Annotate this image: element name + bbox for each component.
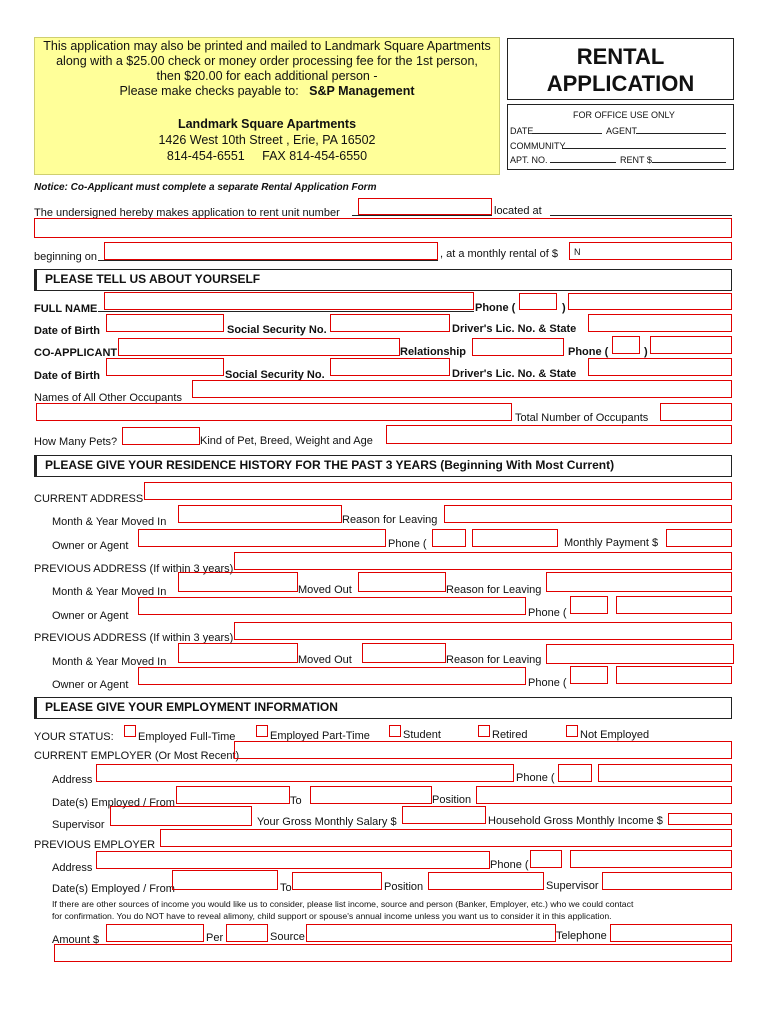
relationship-field[interactable] (472, 338, 564, 356)
telephone-label: Telephone (556, 930, 607, 942)
prev-reason-field[interactable] (546, 572, 732, 592)
prev-reason-label: Reason for Leaving (446, 584, 542, 596)
prev-moved-out-field[interactable] (358, 572, 446, 592)
employment-section-header: PLEASE GIVE YOUR EMPLOYMENT INFORMATION (34, 697, 732, 719)
ssn-field[interactable] (330, 314, 450, 332)
co-drivers-label: Driver's Lic. No. & State (452, 368, 577, 380)
other-income-text-1: If there are other sources of income you would like us to consider, please list income, source and person (Banker, Employer, etc.) who we could contact (52, 899, 634, 909)
co-ssn-label: Social Security No. (225, 369, 325, 381)
retired-checkbox[interactable] (478, 725, 490, 737)
prev-moved-in-label: Month & Year Moved In (52, 586, 167, 598)
other-income-field[interactable] (54, 944, 732, 962)
ssn-label: Social Security No. (227, 324, 327, 336)
salary-label: Your Gross Monthly Salary $ (257, 816, 397, 828)
drivers-field[interactable] (588, 314, 732, 332)
company-phone: 814-454-6551 (166, 149, 245, 163)
employer-address-field[interactable] (96, 764, 514, 782)
about-section-header: PLEASE TELL US ABOUT YOURSELF (34, 269, 732, 291)
prev-moved-in-field[interactable] (178, 572, 298, 592)
other-occupants-field-2[interactable] (36, 403, 512, 421)
co-phone-paren: ) (644, 346, 648, 358)
prev2-moved-out-label: Moved Out (298, 654, 352, 666)
supervisor-field[interactable] (110, 806, 252, 826)
or-most-recent-text: (Or Most Recent) (154, 750, 240, 762)
monthly-rental-value: N (574, 247, 581, 257)
prev2-phone-area-field[interactable] (570, 666, 608, 684)
prev-supervisor-label: Supervisor (546, 880, 599, 892)
mail-instructions (34, 39, 500, 99)
moved-in-field[interactable] (178, 505, 342, 523)
prev2-reason-label: Reason for Leaving (446, 654, 542, 666)
source-field[interactable] (306, 924, 556, 942)
co-dob-field[interactable] (106, 358, 224, 376)
full-time-checkbox[interactable] (124, 725, 136, 737)
title-application: APPLICATION (546, 71, 695, 96)
phone-number-field[interactable] (568, 293, 732, 310)
drivers-label: Driver's Lic. No. & State (452, 323, 577, 335)
residence-section-header: PLEASE GIVE YOUR RESIDENCE HISTORY FOR THE PAST 3 YEARS (Beginning With Most Current) (34, 455, 732, 477)
office-agent-line (636, 133, 726, 134)
owner-phone-number-field[interactable] (472, 529, 558, 547)
company-fax: FAX 814-454-6550 (262, 149, 368, 163)
company-block (34, 116, 500, 164)
previous-address-label: PREVIOUS ADDRESS (If within 3 years) (34, 563, 234, 575)
mail-line: then $20.00 for each additional person - (156, 69, 378, 83)
located-at-field[interactable] (34, 218, 732, 238)
phone-paren: ) (562, 302, 566, 314)
co-dob-label: Date of Birth (34, 370, 100, 382)
prev-moved-out-label: Moved Out (298, 584, 352, 596)
source-label: Source (270, 931, 305, 943)
co-applicant-label: CO-APPLICANT (34, 347, 118, 359)
prev-dates-to-field[interactable] (292, 872, 382, 890)
owner-phone-label: Phone ( (388, 538, 427, 550)
part-time-checkbox[interactable] (256, 725, 268, 737)
prev-dates-to-label: To (280, 882, 292, 894)
not-employed-checkbox[interactable] (566, 725, 578, 737)
payee: S&P Management (309, 84, 415, 98)
office-rent-line (652, 162, 726, 163)
prev-phone-number-field[interactable] (616, 596, 732, 614)
per-field[interactable] (226, 924, 268, 942)
phone-label: Phone ( (475, 302, 516, 314)
beginning-on-field[interactable] (104, 242, 438, 260)
prev-supervisor-field[interactable] (602, 872, 732, 890)
monthly-payment-field[interactable] (666, 529, 732, 547)
student-label: Student (403, 729, 441, 741)
owner-phone-area-field[interactable] (432, 529, 466, 547)
unit-number-field[interactable] (358, 198, 492, 215)
full-time-label: Employed Full-Time (138, 731, 236, 743)
pets-label: How Many Pets? (34, 436, 118, 448)
previous-address-2-field[interactable] (234, 622, 732, 640)
amount-field[interactable] (106, 924, 204, 942)
prev2-phone-number-field[interactable] (616, 666, 732, 684)
dates-to-label: To (290, 795, 302, 807)
prev-phone-area-field[interactable] (570, 596, 608, 614)
prev-owner-field[interactable] (138, 597, 526, 615)
beginning-on-line (98, 260, 438, 261)
previous-employer-label: PREVIOUS EMPLOYER (34, 839, 156, 851)
part-time-label: Employed Part-Time (270, 730, 370, 742)
full-name-label: FULL NAME (34, 303, 98, 315)
title-rental: RENTAL (576, 44, 665, 69)
co-ssn-field[interactable] (330, 358, 450, 376)
prev-employer-phone-area-field[interactable] (530, 850, 562, 868)
office-date-label: DATE (510, 126, 534, 136)
previous-address-field[interactable] (234, 552, 732, 570)
total-occupants-field[interactable] (660, 403, 732, 421)
mail-line: along with a $25.00 check or money order processing fee for the 1st person, (56, 54, 478, 68)
unit-number-line (352, 215, 492, 216)
prev2-phone-label: Phone ( (528, 677, 567, 689)
located-at-line (550, 215, 732, 216)
mail-line: Please make checks payable to: (119, 84, 299, 98)
other-income-text-2: for confirmation. You do NOT have to reveal alimony, child support or spouse's annual income unless you want us to consider it in this application. (52, 911, 612, 921)
current-address-label: CURRENT ADDRESS (34, 493, 144, 505)
co-applicant-field[interactable] (118, 338, 400, 356)
previous-address-2-label: PREVIOUS ADDRESS (If within 3 years) (34, 632, 234, 644)
current-employer-label (34, 750, 239, 762)
dob-label: Date of Birth (34, 325, 100, 337)
pet-kind-label: Kind of Pet, Breed, Weight and Age (200, 435, 373, 447)
employer-address-label: Address (52, 774, 93, 786)
prev2-moved-in-label: Month & Year Moved In (52, 656, 167, 668)
office-agent-label: AGENT (606, 126, 638, 136)
per-label: Per (206, 932, 224, 944)
total-occupants-label: Total Number of Occupants (515, 412, 649, 424)
dates-from-label: Date(s) Employed / From (52, 797, 175, 809)
co-applicant-notice: Notice: Co-Applicant must complete a separate Rental Application Form (34, 182, 377, 193)
phone-area-field[interactable] (519, 293, 557, 310)
student-checkbox[interactable] (389, 725, 401, 737)
prev-employer-phone-number-field[interactable] (570, 850, 732, 868)
co-phone-number-field[interactable] (650, 336, 732, 354)
prev-position-field[interactable] (428, 872, 544, 890)
co-phone-label: Phone ( (568, 346, 609, 358)
dates-from-field[interactable] (176, 786, 290, 804)
monthly-payment-label: Monthly Payment $ (564, 537, 659, 549)
prev-dates-from-label: Date(s) Employed / From (52, 883, 175, 895)
title-box (507, 38, 734, 100)
prev-phone-label: Phone ( (528, 607, 567, 619)
employer-phone-number-field[interactable] (598, 764, 732, 782)
household-field[interactable] (668, 813, 732, 825)
current-employer-field[interactable] (234, 741, 732, 759)
prev2-moved-in-field[interactable] (178, 643, 298, 663)
employer-phone-area-field[interactable] (558, 764, 592, 782)
prev-owner-label: Owner or Agent (52, 610, 129, 622)
household-label: Household Gross Monthly Income $ (488, 815, 663, 827)
other-occupants-label: Names of All Other Occupants (34, 392, 182, 404)
undersigned-label: The undersigned hereby makes application to rent unit number (34, 207, 340, 219)
amount-label: Amount $ (52, 934, 100, 946)
prev-dates-from-field[interactable] (172, 870, 278, 890)
co-phone-area-field[interactable] (612, 336, 640, 354)
reason-field[interactable] (444, 505, 732, 523)
beginning-on-label: beginning on (34, 251, 98, 263)
current-address-field[interactable] (144, 482, 732, 500)
salary-field[interactable] (402, 806, 486, 824)
pets-field[interactable] (122, 427, 200, 445)
dob-field[interactable] (106, 314, 224, 332)
employer-phone-label: Phone ( (516, 772, 555, 784)
office-community-label: COMMUNITY (510, 141, 566, 151)
prev2-moved-out-field[interactable] (362, 643, 446, 663)
office-date-line (532, 133, 602, 134)
office-apt-line (550, 162, 616, 163)
status-label: YOUR STATUS: (34, 731, 114, 743)
reason-label: Reason for Leaving (342, 514, 438, 526)
monthly-rental-field[interactable] (569, 242, 732, 260)
relationship-label: Relationship (400, 346, 467, 358)
dates-to-field[interactable] (310, 786, 432, 804)
office-community-line (562, 148, 726, 149)
supervisor-label: Supervisor (52, 819, 105, 831)
office-rent-label: RENT $ (620, 155, 652, 165)
prev-employer-phone-label: Phone ( (490, 859, 529, 871)
telephone-field[interactable] (610, 924, 732, 942)
prev-position-label: Position (384, 881, 424, 893)
prev2-owner-field[interactable] (138, 667, 526, 685)
company-name: Landmark Square Apartments (177, 117, 357, 131)
prev2-owner-label: Owner or Agent (52, 679, 129, 691)
owner-field[interactable] (138, 529, 386, 547)
co-drivers-field[interactable] (588, 358, 732, 376)
prev2-reason-field[interactable] (546, 644, 734, 664)
position-label: Position (432, 794, 472, 806)
full-name-line (98, 311, 474, 312)
monthly-rental-label: , at a monthly rental of $ (440, 248, 559, 260)
mail-line: This application may also be printed and mailed to Landmark Square Apartments (43, 39, 491, 53)
other-occupants-field[interactable] (192, 380, 732, 398)
office-apt-label: APT. NO. (510, 155, 548, 165)
located-at-label: located at (494, 205, 542, 217)
prev-employer-address-label: Address (52, 862, 93, 874)
owner-label: Owner or Agent (52, 540, 129, 552)
full-name-field[interactable] (104, 292, 474, 310)
company-address: 1426 West 10th Street , Erie, PA 16502 (158, 133, 376, 147)
pet-kind-field[interactable] (386, 425, 732, 444)
previous-employer-field[interactable] (160, 829, 732, 847)
moved-in-label: Month & Year Moved In (52, 516, 167, 528)
position-field[interactable] (476, 786, 732, 804)
current-employer-text: CURRENT EMPLOYER (34, 750, 152, 762)
prev-employer-address-field[interactable] (96, 851, 490, 869)
retired-label: Retired (492, 729, 528, 741)
office-use-label: FOR OFFICE USE ONLY (573, 110, 675, 120)
not-employed-label: Not Employed (580, 729, 650, 741)
